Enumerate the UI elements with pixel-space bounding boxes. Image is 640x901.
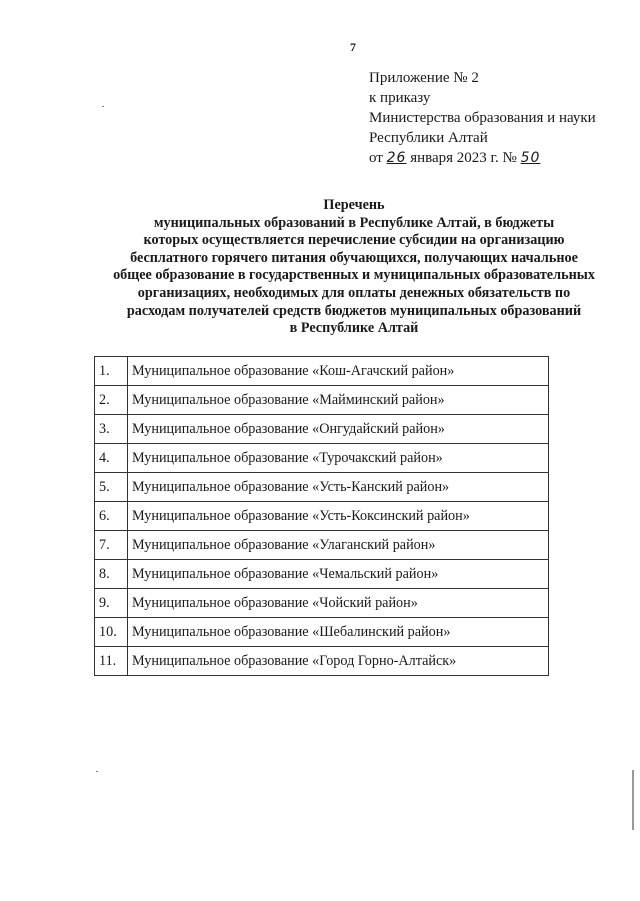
row-number: 2.	[95, 386, 128, 415]
heading-line: расходам получателей средств бюджетов муниципальных образований	[126, 302, 582, 319]
table-row	[95, 444, 549, 473]
row-number: 8.	[95, 560, 128, 589]
row-name: Муниципальное образование «Усть-Канский район»	[128, 473, 549, 502]
row-number: 4.	[95, 444, 128, 473]
row-name: Муниципальное образование «Чемальский район»	[128, 560, 549, 589]
heading-line: организациях, необходимых для оплаты денежных обязательств по	[137, 284, 571, 301]
heading-line: бесплатного горячего питания обучающихся, получающих начальное	[130, 249, 578, 266]
heading-line: общее образование в государственных и муниципальных образовательных	[113, 267, 595, 284]
heading-title: Перечень	[323, 197, 385, 213]
row-name: Муниципальное образование «Турочакский район»	[128, 444, 549, 473]
scan-edge-mark	[632, 770, 634, 830]
row-name: Муниципальное образование «Улаганский район»	[128, 531, 549, 560]
date-day-handwritten: 26	[386, 150, 407, 166]
municipalities-table	[94, 356, 549, 676]
row-number: 11.	[95, 647, 128, 676]
scan-speck	[96, 771, 98, 772]
table-row	[95, 415, 549, 444]
table-row	[95, 531, 549, 560]
row-number: 5.	[95, 473, 128, 502]
appendix-order-ref: к приказу	[369, 90, 431, 106]
document-heading	[94, 197, 614, 338]
order-number-handwritten: 50	[520, 150, 541, 166]
table-row	[95, 386, 549, 415]
scan-speck	[102, 106, 104, 107]
row-name: Муниципальное образование «Город Горно-Алтайск»	[128, 647, 549, 676]
row-name: Муниципальное образование «Усть-Коксинский район»	[128, 502, 549, 531]
table-row	[95, 618, 549, 647]
row-name: Муниципальное образование «Кош-Агачский район»	[128, 357, 549, 386]
appendix-republic: Республики Алтай	[369, 130, 488, 146]
table-row	[95, 473, 549, 502]
row-number: 1.	[95, 357, 128, 386]
page-number: 7	[350, 40, 356, 54]
appendix-block	[369, 68, 596, 168]
heading-line: муниципальных образований в Республике Алтай, в бюджеты	[153, 214, 555, 231]
table-row	[95, 357, 549, 386]
table-row	[95, 589, 549, 618]
table-row	[95, 560, 549, 589]
heading-line: в Республике Алтай	[289, 320, 419, 337]
row-number: 9.	[95, 589, 128, 618]
appendix-title: Приложение № 2	[369, 70, 479, 86]
heading-line: которых осуществляется перечисление субсидии на организацию	[143, 232, 565, 249]
row-name: Муниципальное образование «Чойский район»	[128, 589, 549, 618]
row-name: Муниципальное образование «Майминский район»	[128, 386, 549, 415]
appendix-ministry: Министерства образования и науки	[369, 110, 596, 126]
date-prefix: от	[369, 150, 383, 166]
row-number: 3.	[95, 415, 128, 444]
row-name: Муниципальное образование «Онгудайский район»	[128, 415, 549, 444]
row-number: 6.	[95, 502, 128, 531]
table-row	[95, 502, 549, 531]
appendix-date-line	[369, 148, 596, 168]
row-number: 10.	[95, 618, 128, 647]
row-number: 7.	[95, 531, 128, 560]
row-name: Муниципальное образование «Шебалинский район»	[128, 618, 549, 647]
table-row	[95, 647, 549, 676]
date-rest: января 2023 г. №	[410, 150, 517, 166]
